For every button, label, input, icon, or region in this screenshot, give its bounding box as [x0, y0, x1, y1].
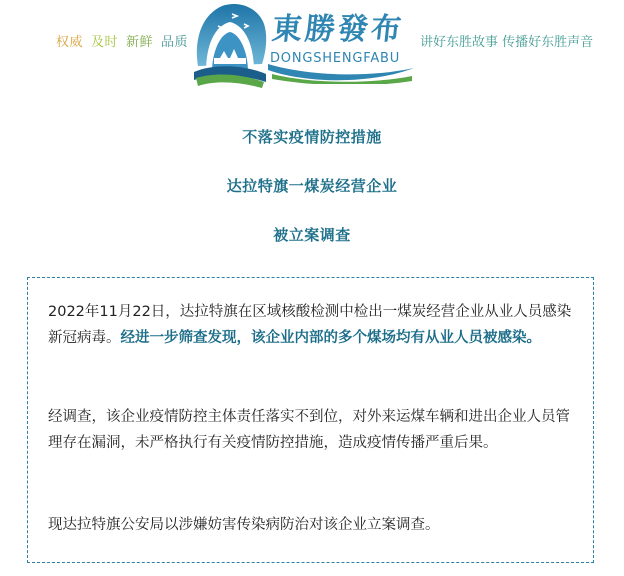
slogan-word-fresh: 新鲜: [126, 35, 154, 50]
slogan-word-timely: 及时: [91, 35, 119, 50]
article-paragraph-2: 经调查，该企业疫情防控主体责任落实不到位，对外来运煤车辆和进出企业人员管理存在漏洞，未严格执行有关疫情防控措施，造成疫情传播严重后果。: [48, 409, 570, 451]
paragraph-1-text: 2022年11月22日，达拉特旗在区域核酸检测中检出一煤炭经营企业从业人员感染新冠病毒。: [48, 304, 572, 346]
slogan-word-authority: 权威: [56, 35, 84, 50]
article-box: [27, 277, 594, 563]
paragraph-1-emphasis: 经进一步筛查发现，该企业内部的多个煤场均有从业人员被感染。: [120, 330, 541, 346]
header-banner: [0, 0, 624, 92]
slogan-right: 讲好东胜故事 传播好东胜声音: [420, 35, 594, 50]
heading-line-1: 不落实疫情防控措施: [242, 128, 382, 146]
article-paragraph-3: 现达拉特旗公安局以涉嫌妨害传染病防治对该企业立案调查。: [48, 517, 440, 533]
heading-line-3: 被立案调查: [273, 226, 351, 244]
slogan-left: [56, 31, 196, 50]
brand-name-en: DONGSHENGFABU: [270, 51, 401, 66]
article-paragraph-1: [48, 299, 575, 351]
heading-line-2: 达拉特旗一煤炭经营企业: [226, 177, 398, 195]
slogan-word-quality: 品质: [161, 35, 189, 50]
brand-swoosh-icon: [268, 54, 414, 84]
brand-name-cn: 東勝發布: [270, 12, 406, 47]
logo-emblem-icon: [192, 2, 268, 88]
